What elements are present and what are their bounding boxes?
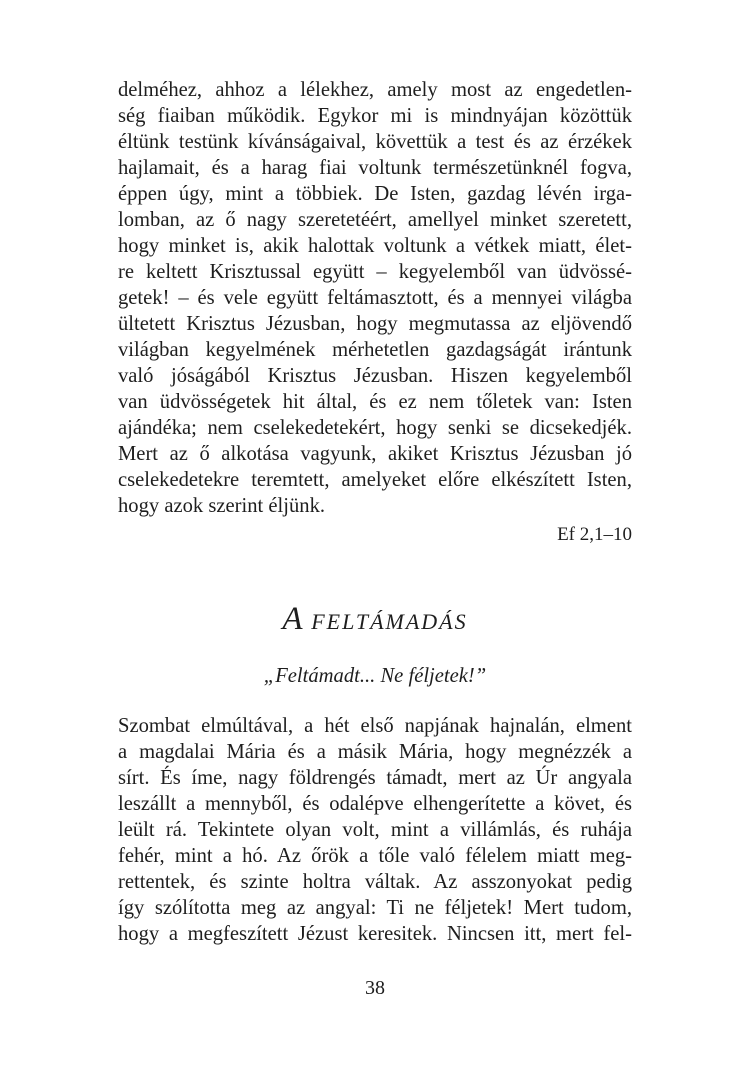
text-line: re keltett Krisztussal együtt – kegyelemből van üdvössé- (118, 261, 632, 283)
text-line: sírt. És íme, nagy földrengés támadt, mert az Úr angyala (118, 767, 632, 789)
text-line: hogy minket is, akik halottak voltunk a vétkek miatt, élet- (118, 235, 632, 257)
text-line: a magdalai Mária és a másik Mária, hogy megnézzék a (118, 741, 632, 763)
text-line: ajándéka; nem cselekedetekért, hogy senki se dicsekedjék. (118, 417, 632, 439)
text-line: világban kegyelmének mérhetetlen gazdagságát irántunk (118, 339, 632, 361)
text-line: hogy azok szerint éljünk. (118, 495, 326, 517)
section-subtitle: „Feltámadt... Ne féljetek!” (263, 665, 487, 687)
section-title (118, 599, 632, 642)
text-line: éppen úgy, mint a többiek. De Isten, gazdag lévén irga- (118, 183, 632, 205)
text-line: való jóságából Krisztus Jézusban. Hiszen kegyelemből (118, 365, 632, 387)
text-line: Szombat elmúltával, a hét első napjának hajnalán, elment (118, 715, 632, 737)
section-title-initial: A (282, 601, 303, 637)
section-title-small-caps: FELTÁMADÁS (311, 609, 468, 634)
text-line: rettentek, és szinte holtra váltak. Az asszonyokat pedig (118, 871, 632, 893)
text-line: hajlamait, és a harag fiai voltunk természetünknél fogva, (118, 157, 632, 179)
text-line: van üdvösségetek hit által, és ez nem tőletek van: Isten (118, 391, 632, 413)
text-line: Mert az ő alkotása vagyunk, akiket Krisztus Jézusban jó (118, 443, 632, 465)
text-line: ültetett Krisztus Jézusban, hogy megmutassa az eljövendő (118, 313, 632, 335)
text-line: leült rá. Tekintete olyan volt, mint a villámlás, és ruhája (118, 819, 632, 841)
text-line: éltünk testünk kívánságaival, követtük a test és az érzékek (118, 131, 632, 153)
text-line: így szólította meg az angyal: Ti ne féljetek! Mert tudom, (118, 897, 632, 919)
text-line: hogy a megfeszített Jézust keresitek. Nincsen itt, mert fel- (118, 923, 632, 945)
text-line: delméhez, ahhoz a lélekhez, amely most az engedetlen- (118, 79, 632, 101)
scripture-citation: Ef 2,1–10 (557, 524, 632, 545)
page-number: 38 (365, 977, 385, 999)
text-line: leszállt a mennyből, és odalépve elhengerítette a követ, és (118, 793, 632, 815)
text-line: getek! – és vele együtt feltámasztott, és a mennyei világba (118, 287, 632, 309)
text-line: lomban, az ő nagy szeretetéért, amellyel minket szeretett, (118, 209, 632, 231)
book-page (118, 0, 632, 1084)
text-line: cselekedetekre teremtett, amelyeket előre elkészített Isten, (118, 469, 632, 491)
text-line: fehér, mint a hó. Az őrök a tőle való félelem miatt meg- (118, 845, 632, 867)
text-line: ség fiaiban működik. Egykor mi is mindnyájan közöttük (118, 105, 632, 127)
